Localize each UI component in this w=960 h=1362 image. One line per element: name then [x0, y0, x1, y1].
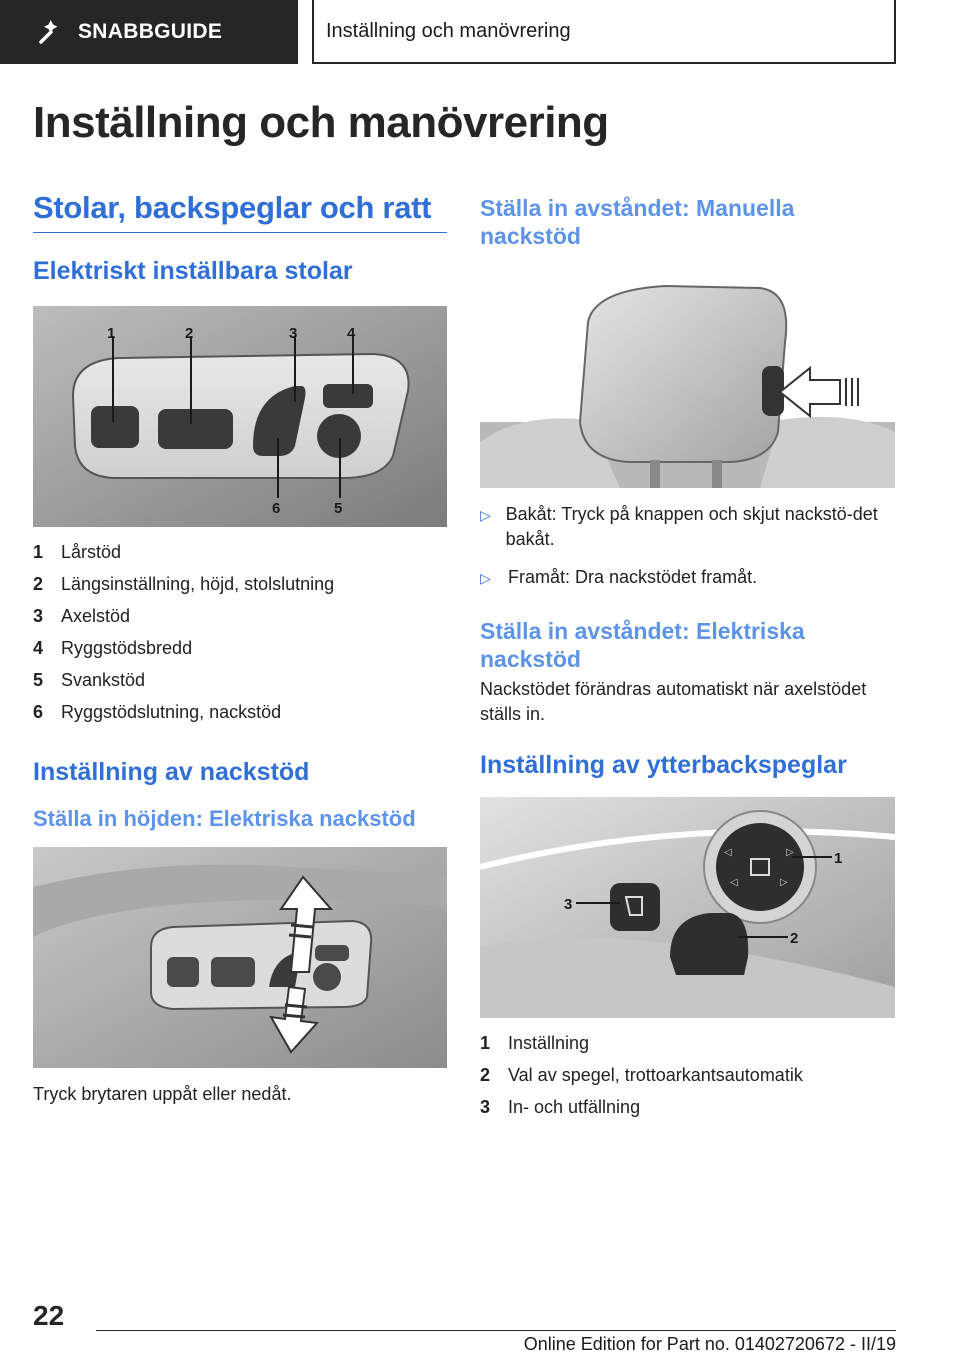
svg-text:◁: ◁ — [730, 877, 738, 888]
item-number: 3 — [480, 1097, 491, 1117]
left-column — [33, 190, 447, 1107]
svg-text:▷: ▷ — [786, 847, 794, 858]
item-text: Val av spegel, trottoarkantsautomatik — [508, 1065, 803, 1085]
seat-figure-label-5: 5 — [334, 500, 343, 517]
page-title: Inställning och manövrering — [33, 98, 609, 147]
mirror-figure-label-1: 1 — [834, 850, 843, 867]
svg-text:▷: ▷ — [780, 877, 788, 888]
manual-headrest-list — [480, 502, 895, 591]
item-text: Längsinställning, höjd, stolslutning — [61, 574, 335, 594]
section-heading: Stolar, backspeglar och ratt — [33, 190, 447, 233]
item-text: Ryggstödsbredd — [61, 638, 193, 658]
item-number: 5 — [33, 670, 44, 690]
item-text: Bakåt: Tryck på knappen och skjut nackstö-det bakåt. — [505, 504, 878, 549]
list-item — [480, 1059, 895, 1091]
electric-headrest-text: Nackstödet förändras automatiskt när axelstödet ställs in. — [480, 679, 867, 724]
seat-figure-label-2: 2 — [185, 325, 194, 342]
list-item — [480, 1027, 895, 1059]
seat-figure-label-6: 6 — [272, 500, 281, 517]
chapter-tab-label: Inställning och manövrering — [326, 19, 571, 42]
top-bar — [0, 0, 960, 66]
triangle-bullet-icon: ▷ — [480, 507, 491, 523]
item-text: In- och utfällning — [508, 1097, 641, 1117]
chapter-tab[interactable] — [312, 0, 896, 64]
manual-headrest-heading: Ställa in avståndet: Manuella nackstöd — [480, 195, 795, 249]
list-item — [480, 565, 895, 591]
mirror-heading: Inställning av ytterbackspeglar — [480, 751, 847, 779]
triangle-bullet-icon: ▷ — [480, 570, 491, 586]
list-item — [33, 600, 447, 632]
right-column — [480, 190, 895, 1123]
mirror-controls-figure — [480, 797, 895, 1018]
seat-figure-label-1: 1 — [107, 325, 116, 342]
headrest-switch-figure — [33, 847, 447, 1068]
svg-text:◁: ◁ — [724, 847, 732, 858]
list-item — [33, 536, 447, 568]
item-number: 3 — [33, 606, 44, 626]
list-item — [480, 1091, 895, 1123]
item-number: 1 — [480, 1033, 491, 1053]
height-heading: Ställa in höjden: Elektriska nackstöd — [33, 806, 416, 831]
mirror-figure-label-3: 3 — [564, 896, 573, 913]
headrest-heading: Inställning av nackstöd — [33, 758, 310, 786]
quick-guide-icon — [36, 17, 66, 47]
seat-controls-figure — [33, 306, 447, 527]
item-number: 1 — [33, 542, 44, 562]
manual-headrest-figure — [480, 282, 895, 488]
list-item — [480, 502, 895, 552]
seat-controls-list — [33, 536, 447, 728]
item-number: 4 — [33, 638, 44, 658]
item-number: 2 — [480, 1065, 491, 1085]
height-caption: Tryck brytaren uppåt eller nedåt. — [33, 1084, 292, 1104]
item-text: Lårstöd — [61, 542, 122, 562]
item-text: Framåt: Dra nackstödet framåt. — [508, 567, 758, 587]
list-item — [33, 568, 447, 600]
footer-divider — [96, 1330, 896, 1331]
section-tab[interactable] — [0, 0, 298, 64]
item-text: Svankstöd — [61, 670, 146, 690]
list-item — [33, 632, 447, 664]
item-text: Inställning — [508, 1033, 590, 1053]
page-number: 22 — [33, 1300, 65, 1331]
seat-figure-label-3: 3 — [289, 325, 298, 342]
edition-text: Online Edition for Part no. 01402720672 - II/19 — [523, 1334, 896, 1354]
item-number: 6 — [33, 702, 44, 722]
mirror-figure-label-2: 2 — [790, 930, 799, 947]
seat-figure-label-4: 4 — [347, 325, 356, 342]
list-item — [33, 696, 447, 728]
item-number: 2 — [33, 574, 44, 594]
section-tab-label: SNABBGUIDE — [78, 20, 223, 43]
seats-heading: Elektriskt inställbara stolar — [33, 257, 353, 285]
item-text: Axelstöd — [61, 606, 131, 626]
item-text: Ryggstödslutning, nackstöd — [61, 702, 282, 722]
electric-headrest-heading: Ställa in avståndet: Elektriska nackstöd — [480, 618, 805, 672]
mirror-controls-list — [480, 1027, 895, 1123]
list-item — [33, 664, 447, 696]
